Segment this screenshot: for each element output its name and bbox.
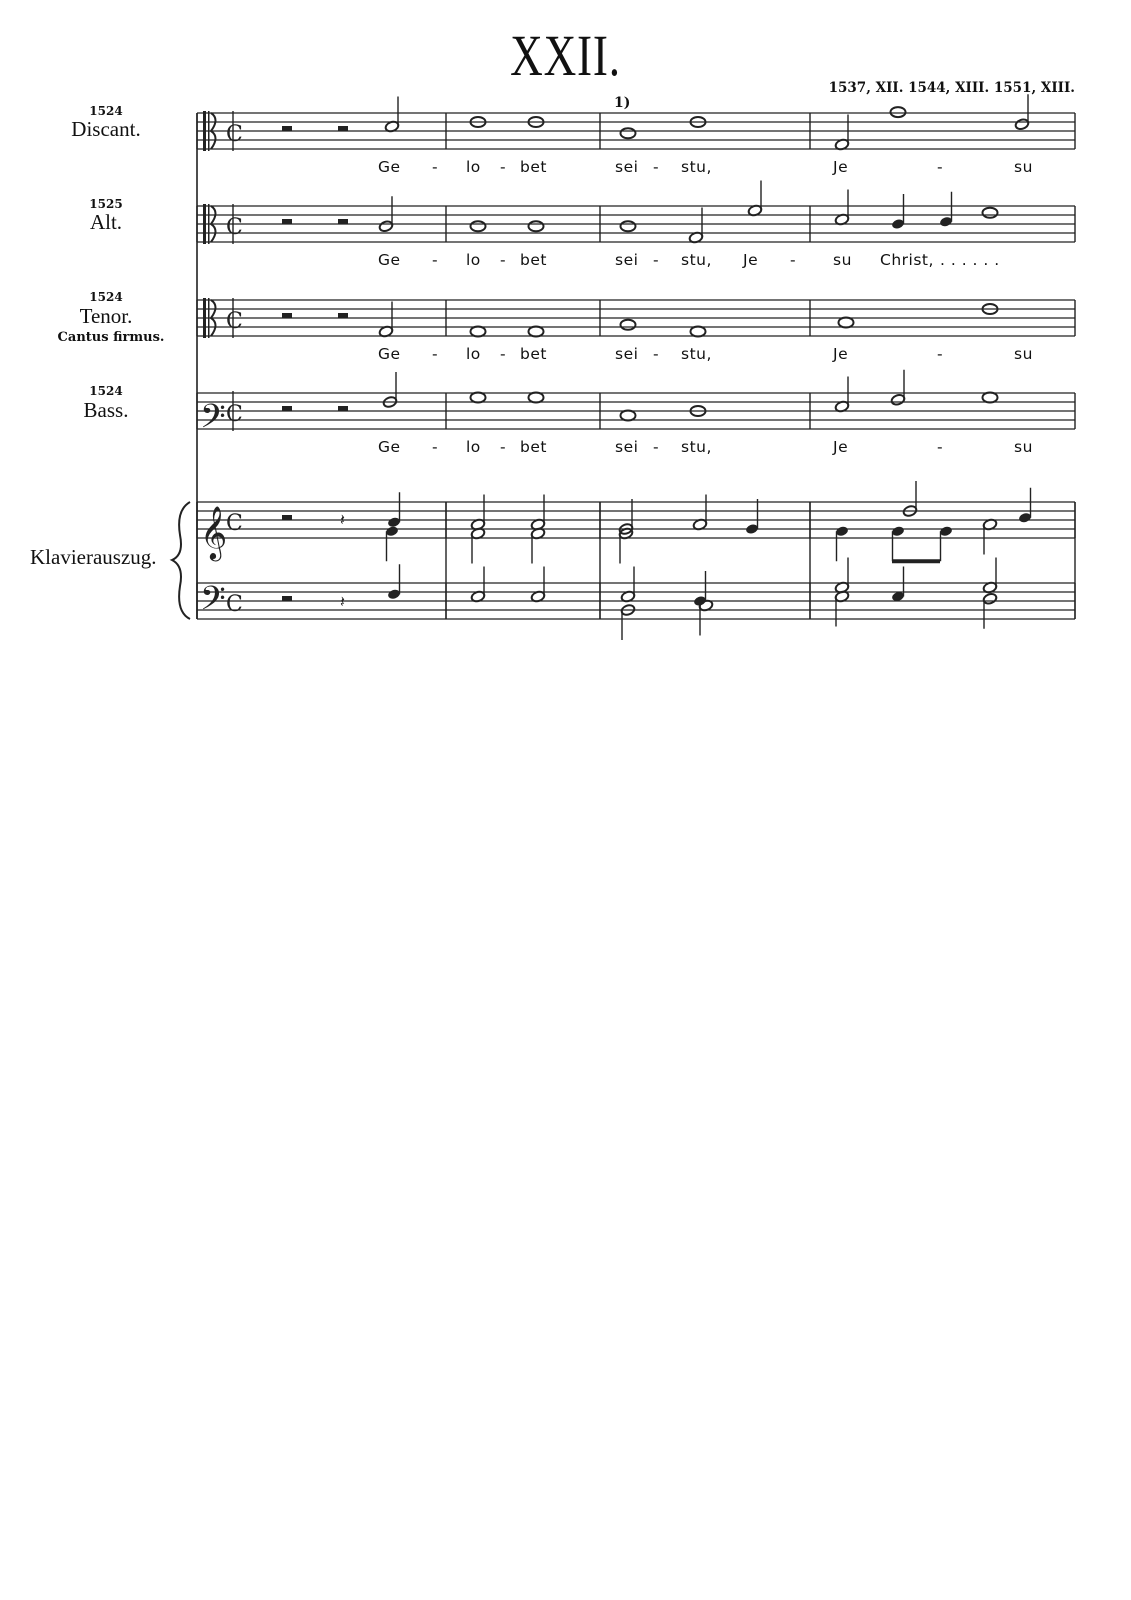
lyric-syllable: Je (743, 251, 759, 269)
lyric-hyphen: - (500, 251, 507, 269)
lyric-syllable: stu, (681, 345, 712, 363)
tenor-year: 1524 (89, 290, 123, 304)
lyric-syllable: lo (466, 251, 481, 269)
brace (172, 502, 190, 619)
lyric-syllable: lo (466, 438, 481, 456)
quarter-rest: 𝄽 (340, 592, 345, 611)
lyric-syllable: bet (520, 345, 547, 363)
lyric-syllable: Ge (378, 438, 401, 456)
lyric-syllable: sei (615, 345, 639, 363)
lyric-syllable: Ge (378, 345, 401, 363)
lyric-hyphen: - (937, 438, 944, 456)
c-clef (208, 111, 210, 151)
half-rest (338, 219, 348, 224)
half-rest (282, 515, 292, 520)
c-clef (203, 111, 206, 151)
c-clef (203, 204, 206, 244)
whole-note (529, 327, 544, 337)
lyric-hyphen: - (432, 345, 439, 363)
lyric-hyphen: - (500, 438, 507, 456)
lyric-syllable: stu, (681, 438, 712, 456)
whole-note (621, 320, 636, 330)
time-signature-cut: C (226, 215, 243, 240)
lyric-syllable: lo (466, 158, 481, 176)
lyric-syllable: Je (833, 158, 849, 176)
source-references: 1537, XII. 1544, XIII. 1551, XIII. (828, 80, 1075, 96)
whole-note (471, 393, 486, 403)
lyric-syllable: su (833, 251, 852, 269)
lyric-hyphen: - (937, 158, 944, 176)
lyric-syllable: bet (520, 438, 547, 456)
whole-note (621, 411, 636, 421)
tenor-label: Tenor. (79, 304, 133, 328)
lyric-syllable: Je (833, 438, 849, 456)
time-signature-common: C (226, 592, 243, 617)
bass-clef: 𝄢 (200, 580, 226, 626)
half-rest (338, 313, 348, 318)
whole-note (621, 221, 636, 231)
time-signature-cut: C (226, 402, 243, 427)
lyric-syllable: Je (833, 345, 849, 363)
half-rest (338, 126, 348, 131)
time-signature-cut: C (226, 122, 243, 147)
discant-label: Discant. (71, 117, 141, 141)
whole-note (691, 327, 706, 337)
lyric-hyphen: - (653, 345, 660, 363)
lyric-hyphen: - (432, 438, 439, 456)
lyric-hyphen: - (790, 251, 797, 269)
time-signature-cut: C (226, 309, 243, 334)
lyric-hyphen: - (937, 345, 944, 363)
whole-note (471, 221, 486, 231)
alt-label: Alt. (89, 210, 123, 234)
alt-year: 1525 (89, 197, 123, 211)
lyric-syllable: stu, (681, 251, 712, 269)
bass-clef: 𝄢 (200, 398, 226, 444)
lyric-hyphen: - (653, 251, 660, 269)
whole-note (529, 393, 544, 403)
lyric-hyphen: - (432, 251, 439, 269)
whole-note (983, 208, 998, 218)
lyric-syllable: Ge (378, 158, 401, 176)
lyric-hyphen: - (653, 158, 660, 176)
c-clef (208, 298, 210, 338)
lyric-hyphen: - (500, 345, 507, 363)
whole-note (529, 221, 544, 231)
whole-note (983, 393, 998, 403)
lyric-syllable: sei (615, 251, 639, 269)
whole-note (621, 128, 636, 138)
lyric-melisma-dots: . . . . . . (940, 251, 1000, 269)
half-rest (282, 406, 292, 411)
half-rest (282, 596, 292, 601)
time-signature-common: C (226, 511, 243, 536)
footnote-mark: 1) (614, 95, 631, 111)
lyric-syllable: bet (520, 158, 547, 176)
lyric-syllable: sei (615, 438, 639, 456)
lyric-hyphen: - (500, 158, 507, 176)
c-clef (208, 204, 210, 244)
lyric-syllable: lo (466, 345, 481, 363)
discant-year: 1524 (89, 104, 123, 118)
lyric-syllable: su (1014, 345, 1033, 363)
lyric-hyphen: - (653, 438, 660, 456)
lyric-hyphen: - (432, 158, 439, 176)
lyric-syllable: su (1014, 158, 1033, 176)
treble-clef: 𝄞 (200, 505, 228, 559)
half-rest (282, 126, 292, 131)
quarter-rest: 𝄽 (340, 510, 345, 529)
bass-year: 1524 (89, 384, 123, 398)
c-clef (203, 298, 206, 338)
tenor-subtitle: Cantus firmus. (57, 330, 165, 345)
whole-note (839, 318, 854, 328)
half-rest (282, 219, 292, 224)
bass-label: Bass. (83, 398, 129, 422)
lyric-syllable: Ge (378, 251, 401, 269)
lyric-syllable: bet (520, 251, 547, 269)
whole-note (471, 327, 486, 337)
piano-reduction-label: Klavierauszug. (30, 545, 157, 569)
whole-note (891, 107, 906, 117)
half-rest (282, 313, 292, 318)
page-title: XXII. (510, 23, 621, 88)
lyric-syllable: su (1014, 438, 1033, 456)
lyric-syllable: Christ, (880, 251, 934, 269)
lyric-syllable: sei (615, 158, 639, 176)
lyric-syllable: stu, (681, 158, 712, 176)
half-rest (338, 406, 348, 411)
